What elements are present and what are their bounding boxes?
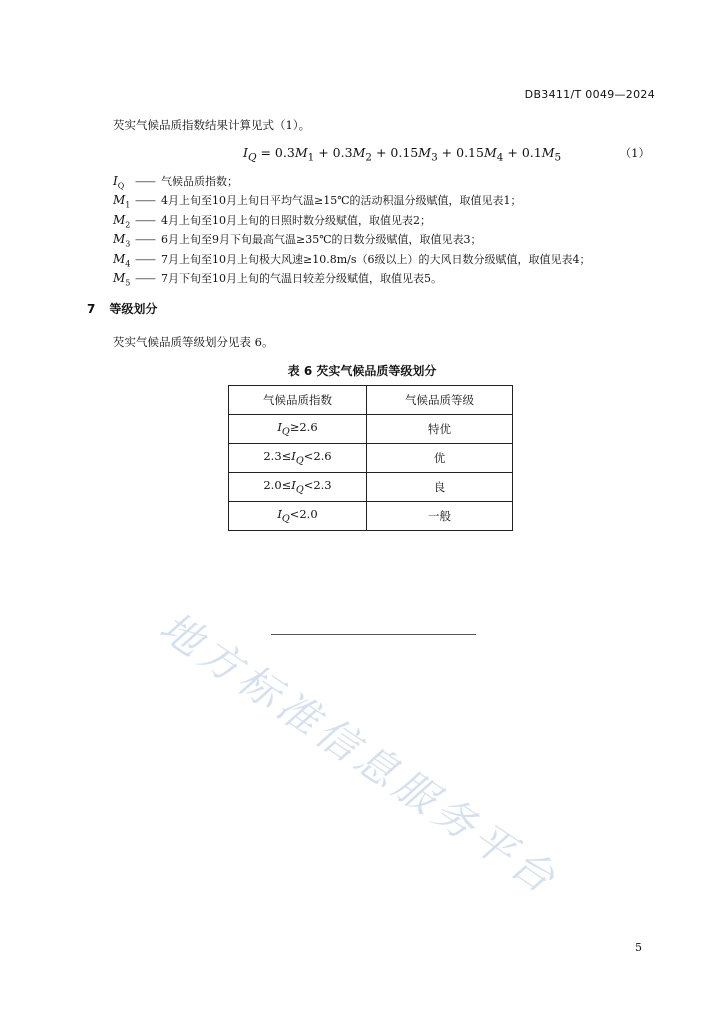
definition-symbol-sub: 5 <box>125 278 131 288</box>
watermark: 地方标准信息服务平台 <box>151 602 568 906</box>
index-subscript: Q <box>295 455 304 467</box>
table-cell-index <box>229 415 367 444</box>
definition-symbol-letter: M <box>113 212 126 227</box>
definition-symbol <box>113 193 135 209</box>
definition-symbol <box>113 232 135 248</box>
grade-intro-text: 芡实气候品质等级划分见表 6。 <box>113 335 274 349</box>
index-prefix: 2.3≤ <box>263 449 292 464</box>
definition-item <box>113 231 590 250</box>
formula-coefficient: 0.3 <box>274 145 295 160</box>
definition-dash: —— <box>135 233 155 247</box>
definition-symbol-sub: 3 <box>125 239 131 249</box>
formula-coefficient: 0.1 <box>521 145 542 160</box>
index-suffix: <2.0 <box>289 507 318 522</box>
table-caption: 表 6 芡实气候品质等级划分 <box>287 364 437 378</box>
definition-symbol-letter: M <box>113 270 126 285</box>
formula-variable: M <box>541 145 555 160</box>
index-subscript: Q <box>295 484 304 496</box>
index-suffix: ≥2.6 <box>289 420 318 435</box>
definition-symbol-sub: 1 <box>125 200 131 210</box>
definitions-list <box>113 173 590 289</box>
index-subscript: Q <box>281 513 290 525</box>
table-cell-index <box>229 444 367 473</box>
formula-subscript: 5 <box>554 151 562 164</box>
formula-coefficient: 0.15 <box>456 145 484 160</box>
table-row <box>229 502 513 531</box>
end-rule <box>271 634 476 635</box>
document-code: DB3411/T 0049—2024 <box>524 88 655 101</box>
formula-lhs-sub: Q <box>247 151 257 164</box>
index-subscript: Q <box>281 426 290 438</box>
definition-symbol <box>113 271 135 287</box>
formula-coefficient: 0.15 <box>390 145 419 160</box>
index-variable: I <box>277 507 282 522</box>
index-suffix: <2.3 <box>303 478 332 493</box>
index-prefix: 2.0≤ <box>263 478 292 493</box>
definition-item <box>113 212 590 231</box>
formula-terms <box>274 145 562 164</box>
definition-item <box>113 192 590 211</box>
table-cell-grade: 优 <box>367 444 513 473</box>
definition-symbol-sub: 2 <box>125 220 131 230</box>
formula-operator: + <box>314 145 333 160</box>
formula-operator: + <box>437 145 457 160</box>
definition-symbol-letter: M <box>113 193 126 208</box>
definition-text: 7月上旬至10月上旬极大风速≥10.8m/s（6级以上）的大风日数分级赋值，取值见表4； <box>161 252 591 266</box>
formula-subscript: 3 <box>431 151 438 164</box>
formula-lhs: I <box>243 145 248 160</box>
formula-subscript: 4 <box>496 151 504 164</box>
index-suffix: <2.6 <box>303 449 332 464</box>
definition-text: 6月上旬至9月下旬最高气温≥35℃的日数分级赋值，取值见表3； <box>161 233 482 247</box>
definition-item <box>113 173 590 192</box>
table-header-grade: 气候品质等级 <box>367 386 513 415</box>
formula <box>243 145 561 164</box>
definition-text: 气候品质指数； <box>161 175 238 188</box>
definition-dash: —— <box>135 194 155 208</box>
formula-intro-text: 芡实气候品质指数结果计算见式（1）。 <box>113 118 311 132</box>
definition-symbol <box>113 174 135 190</box>
table-cell-index <box>229 473 367 502</box>
formula-variable: M <box>418 145 432 160</box>
formula-operator: + <box>503 145 522 160</box>
table-cell-grade: 一般 <box>367 502 513 531</box>
grade-table <box>228 385 513 531</box>
formula-subscript: 2 <box>365 151 372 164</box>
formula-equals: = <box>256 145 275 160</box>
definition-symbol-sub: Q <box>117 181 125 191</box>
table-row <box>229 415 513 444</box>
formula-variable: M <box>483 145 497 160</box>
table-cell-grade: 特优 <box>367 415 513 444</box>
formula-variable: M <box>294 145 308 160</box>
formula-subscript: 1 <box>307 151 315 164</box>
definition-text: 7月下旬至10月上旬的气温日较差分级赋值，取值见表5。 <box>161 271 442 285</box>
table-cell-index <box>229 502 367 531</box>
definition-symbol <box>113 252 135 268</box>
index-variable: I <box>291 449 296 464</box>
definition-item <box>113 270 590 289</box>
definition-dash: —— <box>135 271 155 285</box>
formula-variable: M <box>352 145 366 160</box>
definition-symbol-letter: M <box>113 251 126 266</box>
table-cell-grade: 良 <box>367 473 513 502</box>
index-variable: I <box>291 478 296 493</box>
definition-dash: —— <box>135 213 155 227</box>
definition-text: 4月上旬至10月上旬日平均气温≥15℃的活动积温分级赋值，取值见表1； <box>161 194 522 208</box>
definition-symbol-letter: M <box>113 232 126 247</box>
section-title: 等级划分 <box>109 302 158 316</box>
section-heading <box>87 300 157 317</box>
table-row <box>229 473 513 502</box>
definition-item <box>113 251 590 270</box>
definition-symbol <box>113 213 135 229</box>
definition-dash: —— <box>135 175 155 188</box>
table-header-index: 气候品质指数 <box>229 386 367 415</box>
page-number: 5 <box>635 941 642 954</box>
definition-symbol-sub: 4 <box>125 258 131 268</box>
definition-text: 4月上旬至10月上旬的日照时数分级赋值，取值见表2； <box>161 213 431 227</box>
formula-number: （1） <box>619 146 650 160</box>
table-header-row <box>229 386 513 415</box>
formula-coefficient: 0.3 <box>332 145 353 160</box>
formula-operator: + <box>372 145 391 160</box>
definition-dash: —— <box>135 252 155 266</box>
table-body <box>229 415 513 531</box>
index-variable: I <box>277 420 282 435</box>
definition-symbol-letter: I <box>113 174 118 188</box>
table-row <box>229 444 513 473</box>
section-number: 7 <box>87 302 96 316</box>
